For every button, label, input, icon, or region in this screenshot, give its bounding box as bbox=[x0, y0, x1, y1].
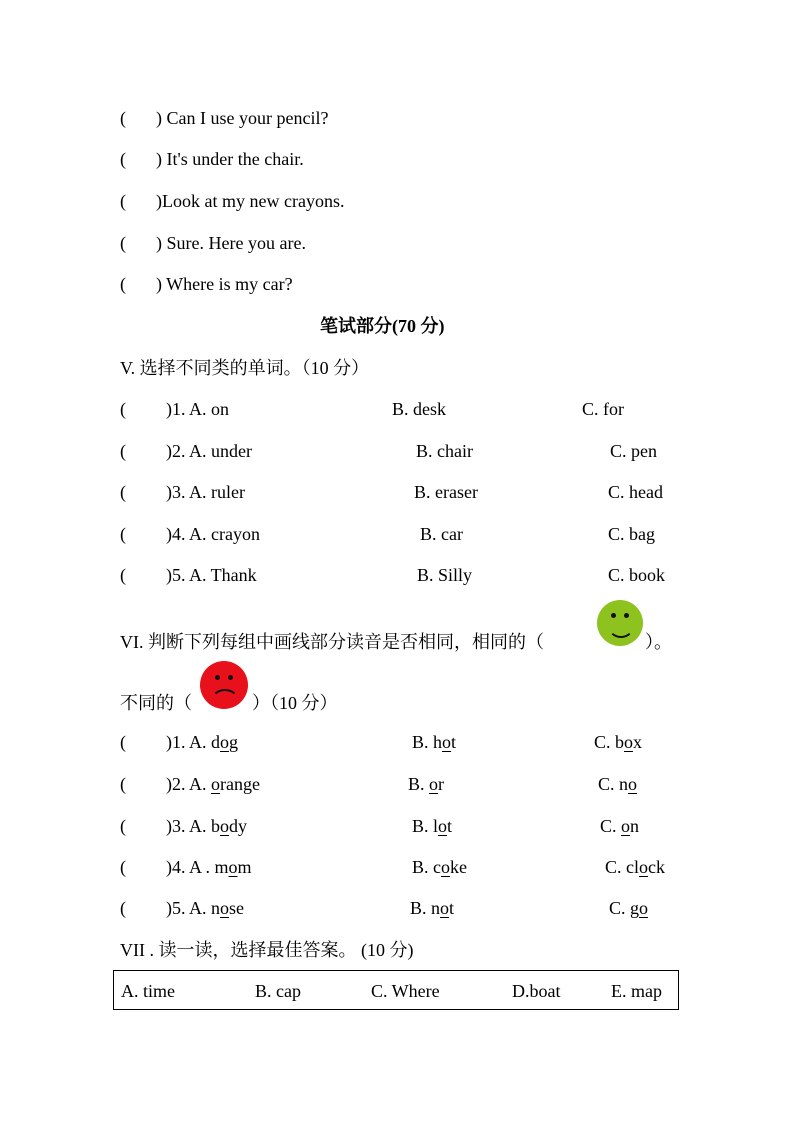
answer-paren[interactable]: ( bbox=[120, 857, 126, 877]
option-b: B. car bbox=[420, 524, 463, 544]
dialogue-text: Look at my new crayons. bbox=[162, 191, 345, 211]
answer-paren[interactable]: ( bbox=[120, 774, 126, 794]
option-a: )2. A. orange bbox=[166, 774, 260, 794]
option-b: B. or bbox=[408, 774, 445, 794]
dialogue-item bbox=[120, 190, 345, 212]
word-bank-option: B. cap bbox=[255, 981, 301, 1001]
section7-heading: VII . 读一读，选择最佳答案。 (10 分) bbox=[120, 940, 414, 960]
option-a: )3. A. ruler bbox=[166, 482, 245, 502]
word-bank-option: E. map bbox=[611, 981, 662, 1001]
option-c: C. no bbox=[598, 774, 638, 794]
dialogue-text: Can I use your pencil? bbox=[162, 108, 329, 128]
answer-paren[interactable]: ( bbox=[120, 482, 126, 502]
option-a: )2. A. under bbox=[166, 441, 252, 461]
option-c: C. pen bbox=[610, 441, 657, 461]
option-c: C. book bbox=[608, 565, 666, 585]
answer-blank[interactable]: ) Where is my car? bbox=[156, 274, 293, 294]
dialogue-item bbox=[120, 232, 306, 254]
dialogue-text: Where is my car? bbox=[162, 274, 293, 294]
option-c: C. go bbox=[609, 898, 649, 918]
option-c: C. on bbox=[600, 816, 640, 836]
smiley-face-icon bbox=[597, 600, 643, 646]
dialogue-item bbox=[120, 273, 293, 295]
answer-paren[interactable]: ( bbox=[120, 816, 126, 836]
section6-heading: VI. 判断下列每组中画线部分读音是否相同，相同的（ bbox=[120, 632, 544, 652]
option-a: )1. A. on bbox=[166, 399, 229, 419]
answer-paren[interactable]: ( bbox=[120, 732, 126, 752]
word-bank-box bbox=[113, 970, 679, 1010]
answer-paren-open: ( bbox=[120, 233, 126, 253]
dialogue-item bbox=[120, 107, 329, 129]
answer-paren-open: ( bbox=[120, 274, 126, 294]
sad-face-icon bbox=[200, 661, 248, 709]
answer-paren-open: ( bbox=[120, 149, 126, 169]
dialogue-text: It's under the chair. bbox=[162, 149, 304, 169]
answer-paren-open: ( bbox=[120, 108, 126, 128]
answer-paren[interactable]: ( bbox=[120, 565, 126, 585]
word-bank-option: D.boat bbox=[512, 981, 561, 1001]
option-a: )5. A. Thank bbox=[166, 565, 257, 585]
section6-heading-end: ）。 bbox=[645, 632, 672, 652]
dialogue-item bbox=[120, 148, 304, 170]
answer-paren-open: ( bbox=[120, 191, 126, 211]
option-a: )4. A . mom bbox=[166, 857, 252, 877]
answer-paren[interactable]: ( bbox=[120, 524, 126, 544]
option-c: C. head bbox=[608, 482, 663, 502]
answer-blank[interactable]: ) It's under the chair. bbox=[156, 149, 304, 169]
answer-paren[interactable]: ( bbox=[120, 441, 126, 461]
option-c: C. bag bbox=[608, 524, 655, 544]
section6-heading-line2: 不同的（ bbox=[120, 693, 192, 713]
option-b: B. Silly bbox=[417, 565, 473, 585]
option-b: B. desk bbox=[392, 399, 446, 419]
section5-heading: V. 选择不同类的单词。（10 分） bbox=[120, 358, 370, 378]
option-b: B. eraser bbox=[414, 482, 478, 502]
option-a: )3. A. body bbox=[166, 816, 247, 836]
option-b: B. hot bbox=[412, 732, 457, 752]
option-b: B. lot bbox=[412, 816, 453, 836]
option-a: )1. A. dog bbox=[166, 732, 238, 752]
section6-heading-line2-end: ）（10 分） bbox=[252, 693, 338, 713]
option-b: B. coke bbox=[412, 857, 467, 877]
option-c: C. for bbox=[582, 399, 624, 419]
written-section-title: 笔试部分(70 分) bbox=[320, 316, 445, 336]
word-bank-option: A. time bbox=[121, 981, 175, 1001]
word-bank-option: C. Where bbox=[371, 981, 440, 1001]
answer-blank[interactable]: ) Sure. Here you are. bbox=[156, 233, 306, 253]
option-b: B. not bbox=[410, 898, 455, 918]
answer-paren[interactable]: ( bbox=[120, 898, 126, 918]
answer-blank[interactable]: ) Can I use your pencil? bbox=[156, 108, 329, 128]
option-c: C. clock bbox=[605, 857, 665, 877]
answer-paren[interactable]: ( bbox=[120, 399, 126, 419]
option-c: C. box bbox=[594, 732, 643, 752]
dialogue-text: Sure. Here you are. bbox=[162, 233, 306, 253]
answer-blank[interactable]: )Look at my new crayons. bbox=[156, 191, 345, 211]
option-b: B. chair bbox=[416, 441, 473, 461]
option-a: )4. A. crayon bbox=[166, 524, 260, 544]
option-a: )5. A. nose bbox=[166, 898, 244, 918]
